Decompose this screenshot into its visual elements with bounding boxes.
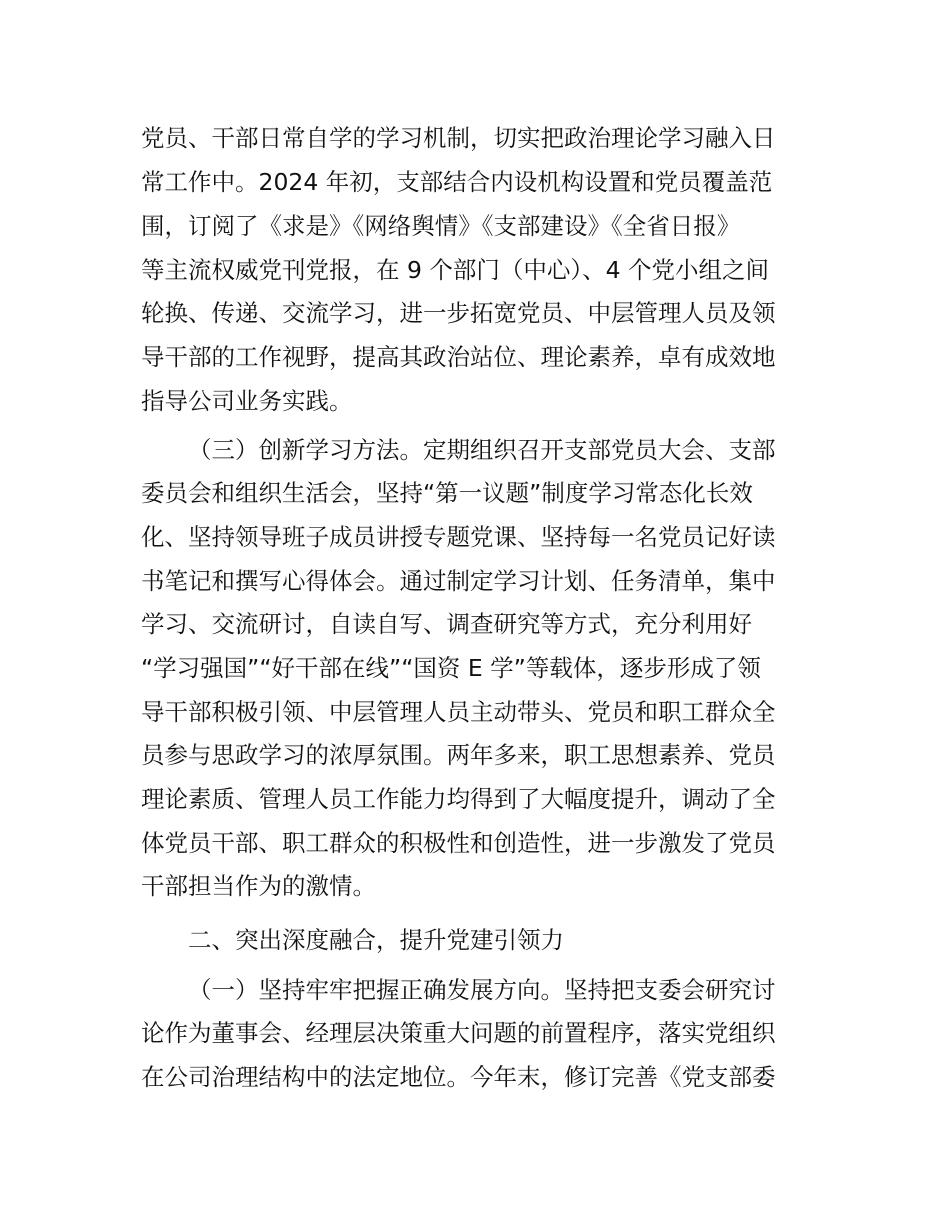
section-heading: 二、突出深度融合，提升党建引领力: [188, 926, 564, 954]
text-line: 在公司治理结构中的法定地位。今年末，修订完善《党支部委: [141, 1063, 776, 1091]
text-line: 理论素质、管理人员工作能力均得到了大幅度提升，调动了全: [141, 785, 776, 813]
section-heading: （三）创新学习方法。定期组织召开支部党员大会、支部: [188, 436, 776, 464]
text-line: 论作为董事会、经理层决策重大问题的前置程序，落实党组织: [141, 1019, 776, 1047]
text-line: 轮换、传递、交流学习，进一步拓宽党员、中层管理人员及领: [141, 299, 776, 327]
text-line: “学习强国”“好干部在线”“国资 E 学”等载体，逐步形成了领: [141, 654, 761, 682]
text-line: 化、坚持领导班子成员讲授专题党课、坚持每一名党员记好读: [141, 523, 776, 551]
text-line: 委员会和组织生活会，坚持“第一议题”制度学习常态化长效: [141, 479, 753, 507]
text-line: 等主流权威党刊党报，在 9 个部门（中心）、4 个党小组之间: [141, 256, 770, 284]
text-line: 指导公司业务实践。: [141, 387, 353, 415]
text-line: 员参与思政学习的浓厚氛围。两年多来，职工思想素养、党员: [141, 741, 776, 769]
text-line: 体党员干部、职工群众的积极性和创造性，进一步激发了党员: [141, 829, 776, 857]
text-line: 常工作中。2024 年初，支部结合内设机构设置和党员覆盖范: [141, 168, 773, 196]
text-line: 导干部的工作视野，提高其政治站位、理论素养，卓有成效地: [141, 343, 776, 371]
text-line: 导干部积极引领、中层管理人员主动带头、党员和职工群众全: [141, 698, 776, 726]
text-line: 学习、交流研讨，自读自写、调查研究等方式，充分利用好: [141, 610, 752, 638]
text-line: 书笔记和撰写心得体会。通过制定学习计划、任务清单，集中: [141, 567, 776, 595]
text-line: 围，订阅了《求是》《网络舆情》《支部建设》《全省日报》: [141, 212, 741, 240]
section-heading: （一）坚持牢牢把握正确发展方向。坚持把支委会研究讨: [188, 976, 776, 1004]
text-line: 党员、干部日常自学的学习机制，切实把政治理论学习融入日: [141, 124, 776, 152]
text-line: 干部担当作为的激情。: [141, 872, 376, 900]
